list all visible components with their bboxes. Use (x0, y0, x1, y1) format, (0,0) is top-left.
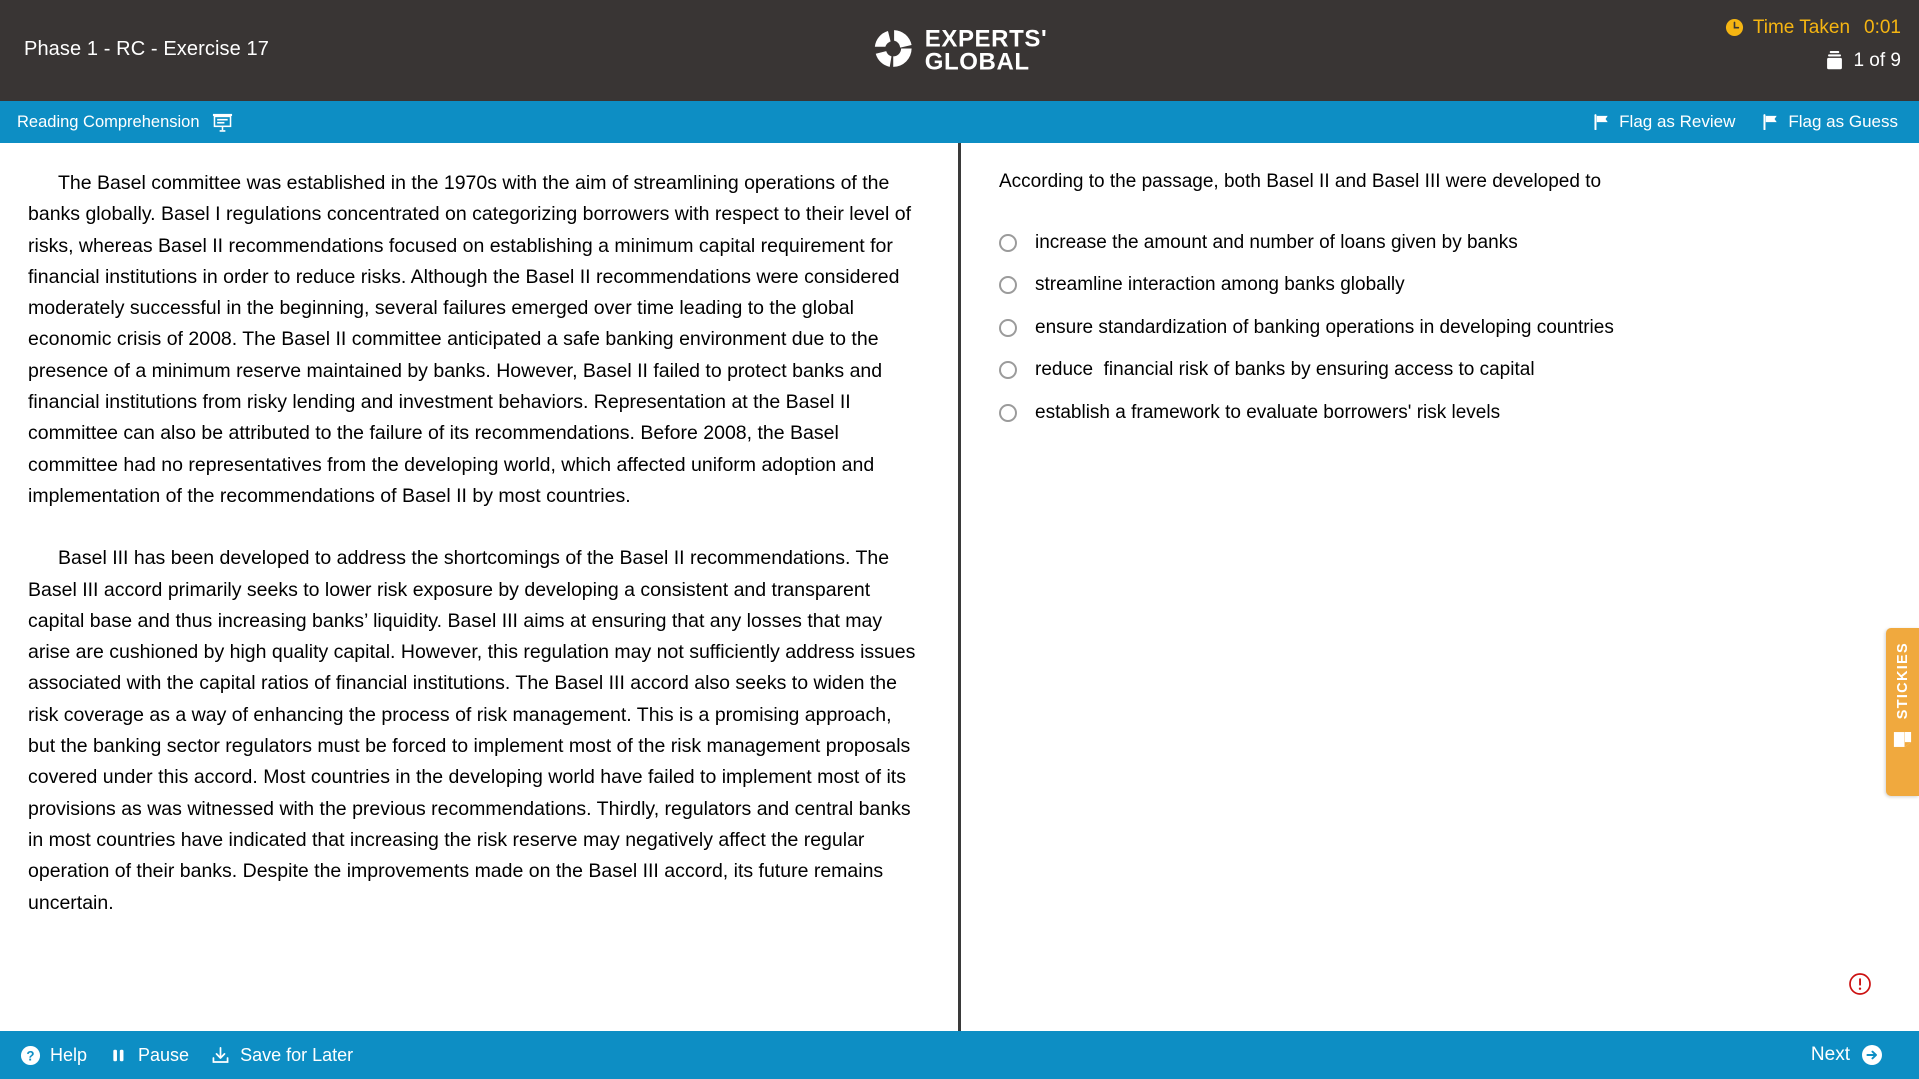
answer-option-label: streamline interaction among banks globally (1035, 274, 1405, 296)
answer-option-label: increase the amount and number of loans given by banks (1035, 231, 1518, 253)
passage-text (28, 168, 923, 919)
time-taken-value: 0:01 (1864, 17, 1901, 38)
section-info (17, 112, 233, 133)
next-button[interactable] (1811, 1044, 1883, 1066)
answer-option[interactable] (999, 222, 1879, 265)
radio-button[interactable] (999, 319, 1017, 337)
flag-as-review-button[interactable] (1593, 112, 1735, 132)
main-content (0, 143, 1919, 1031)
stickies-label: STICKIES (1894, 642, 1911, 720)
passage-pane (0, 143, 961, 1031)
clock-icon (1725, 18, 1744, 37)
timer-and-counter (1725, 18, 1901, 71)
question-counter (1725, 50, 1901, 71)
download-icon (210, 1045, 231, 1066)
sticky-note-icon (1892, 719, 1913, 750)
brand-logo (872, 27, 1048, 74)
radio-button[interactable] (999, 276, 1017, 294)
logo-line-1: EXPERTS' (924, 25, 1048, 53)
save-for-later-button[interactable] (210, 1045, 353, 1066)
pause-icon (108, 1045, 129, 1066)
next-label: Next (1810, 1044, 1850, 1065)
presentation-board-icon[interactable] (212, 112, 233, 133)
top-header (0, 0, 1919, 101)
footer-actions (20, 1045, 353, 1066)
answer-option-label: ensure standardization of banking operations in developing countries (1035, 316, 1614, 338)
flag-as-guess-label: Flag as Guess (1788, 112, 1898, 131)
arrow-right-circle-icon (1861, 1044, 1883, 1066)
brand-logo-text (924, 25, 1048, 76)
answer-option-label: establish a framework to evaluate borrowers' risk levels (1035, 401, 1501, 423)
passage-paragraph: Basel III has been developed to address the shortcomings of the Basel II recommendations. The Basel III accord primarily seeks to lower risk exposure by developing a consistent and transparent capital base and thus increasing banks’ liquidity. Basel III aims at ensuring that any losses that may arise are cushioned by high quality capital. However, this regulation may not sufficiently address issues associated with the capital ratios of financial institutions. The Basel III accord also seeks to widen the risk coverage as a way of enhancing the process of risk management. This is a promising approach, but the banking sector regulators must be forced to implement most of the risk management proposals covered under this accord. Most countries in the developing world have failed to implement most of its provisions as was witnessed with the previous recommendations. Thirdly, regulators and central banks in most countries have indicated that increasing the risk reserve may negatively affect the regular operation of their banks. Despite the improvements made on the Basel III accord, its future remains uncertain. (28, 547, 916, 914)
question-circle-icon (20, 1045, 41, 1066)
experts-global-logo-icon (872, 27, 914, 74)
answer-options (999, 222, 1879, 435)
answer-option[interactable] (999, 392, 1879, 435)
section-title: Reading Comprehension (17, 112, 200, 131)
flag-as-guess-button[interactable] (1762, 112, 1898, 132)
question-pane (961, 143, 1919, 1031)
pause-button[interactable] (108, 1045, 189, 1066)
answer-option-label: reduce financial risk of banks by ensuring access to capital (1035, 359, 1535, 381)
logo-line-2: GLOBAL (924, 48, 1030, 76)
answer-option[interactable] (999, 349, 1879, 392)
radio-button[interactable] (999, 234, 1017, 252)
help-label: Help (50, 1044, 88, 1065)
time-taken (1725, 18, 1901, 37)
flag-actions (1593, 112, 1898, 132)
answer-option[interactable] (999, 264, 1879, 307)
flag-icon (1593, 114, 1610, 130)
question-stack-icon (1825, 50, 1844, 71)
passage-paragraph: The Basel committee was established in the 1970s with the aim of streamlining operations of the banks globally. Basel I regulations concentrated on categorizing borrowers with respect to their level of risks, whereas Basel II recommendations focused on establishing a minimum capital requirement for financial institutions in order to reduce risks. Although the Basel II recommendations were considered moderately successful in the beginning, several failures emerged over time leading to the global economic crisis of 2008. The Basel II committee anticipated a safe banking environment due to the presence of a minimum reserve maintained by banks. However, Basel II failed to protect banks and financial institutions from risky lending and investment behaviors. Representation at the Basel II committee can also be attributed to the failure of its recommendations. Before 2008, the Basel committee had no representatives from the developing world, which affected uniform adoption and implementation of the recommendations of Basel II by most countries. (28, 172, 912, 507)
section-toolbar (0, 101, 1919, 143)
flag-icon (1762, 114, 1779, 130)
question-counter-label: 1 of 9 (1853, 50, 1901, 71)
radio-button[interactable] (999, 404, 1017, 422)
question-prompt: According to the passage, both Basel II and Basel III were developed to (999, 171, 1602, 192)
svg-text:?: ? (26, 1047, 35, 1063)
answer-option[interactable] (999, 307, 1879, 350)
pause-label: Pause (138, 1044, 190, 1065)
flag-as-review-label: Flag as Review (1619, 112, 1736, 131)
help-button[interactable] (20, 1045, 87, 1066)
radio-button[interactable] (999, 361, 1017, 379)
bottom-toolbar (0, 1031, 1919, 1079)
save-for-later-label: Save for Later (240, 1044, 354, 1065)
stickies-tab[interactable] (1886, 628, 1919, 796)
time-taken-label: Time Taken (1752, 17, 1851, 38)
page-title: Phase 1 - RC - Exercise 17 (24, 38, 269, 60)
